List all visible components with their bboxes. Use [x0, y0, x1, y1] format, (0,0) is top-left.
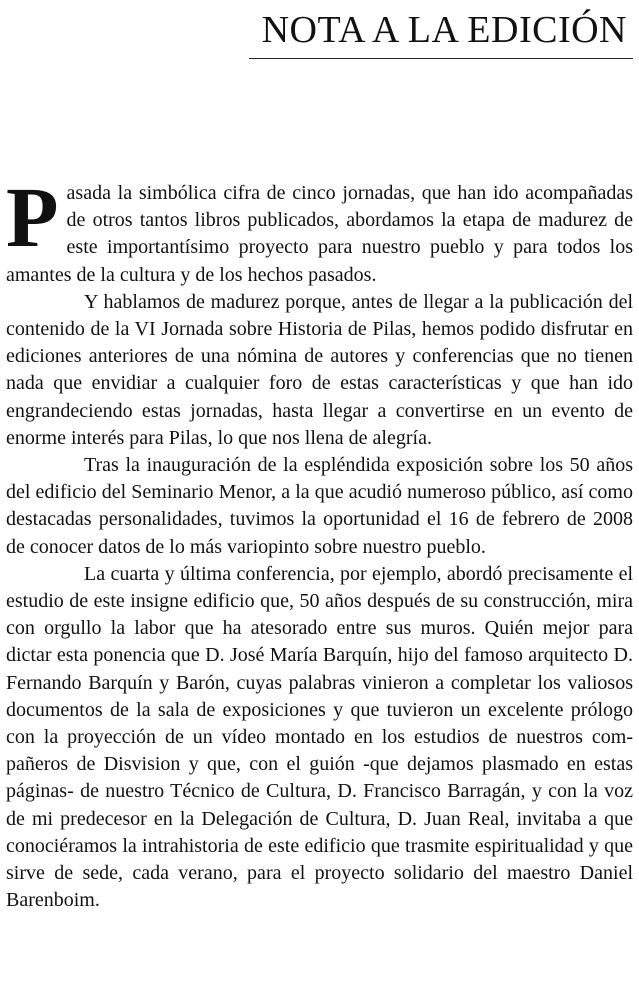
paragraph-1-text: asada la simbólica cifra de cinco jornadas, que han ido acompañadas de otros tantos libros publicados, abordamos la etapa de madurez de este importantísimo proyecto para nuestro pueblo y para todos los amantes de la cultura y de los hechos pasados. [6, 182, 633, 286]
drop-cap: P [6, 169, 59, 265]
paragraph-3: Tras la inauguración de la espléndida exposición sobre los 50 años del edificio del Seminario Menor, a la que acudió numeroso público, así como destacadas personalidades, tuvimos la oportunidad el 16 de febrero de 2008 de conocer datos de lo más variopinto sobre nuestro pueblo. [6, 454, 633, 558]
article-body [6, 169, 633, 914]
paragraph-1 [6, 169, 633, 289]
page-title: NOTA A LA EDICIÓN [261, 9, 627, 51]
paragraph-2: Y hablamos de madurez porque, antes de llegar a la publicación del contenido de la VI Jornada sobre Historia de Pilas, hemos podido disfrutar en ediciones anteriores de una nómina de autores y conferencias que no tienen nada que envidiar a cualquier foro de estas características y que han ido engrandeciendo estas jornadas, hasta llegar a convertirse en un evento de enorme interés para Pilas, lo que nos llena de alegría. [6, 290, 633, 449]
title-underline [249, 58, 633, 59]
paragraph-4: La cuarta y última conferencia, por ejemplo, abordó precisamente el estudio de este insigne edificio que, 50 años después de su construcción, mira con orgullo la labor que ha atesorado entre sus muros. Quién mejor para dictar esta ponencia que D. José María Barquín, hijo del famoso arquitecto D. Fernando Barquín y Barón, cuyas palabras vinieron a completar los valiosos documentos de la sala de exposiciones y que tuvieron un excelente prólogo con la proyección de un vídeo montado en los estudios de nuestros compañeros de Disvision y que, con el guión -que dejamos plasmado en estas páginas- de nuestro Técnico de Cultura, D. Francisco Barragán, y con la voz de mi predecesor en la Delegación de Cultura, D. Juan Real, invitaba a que conociéramos la intrahistoria de este edificio que trasmite espiritualidad y que sirve de sede, cada verano, para el proyecto solidario del maestro Daniel Barenboim. [6, 562, 633, 912]
